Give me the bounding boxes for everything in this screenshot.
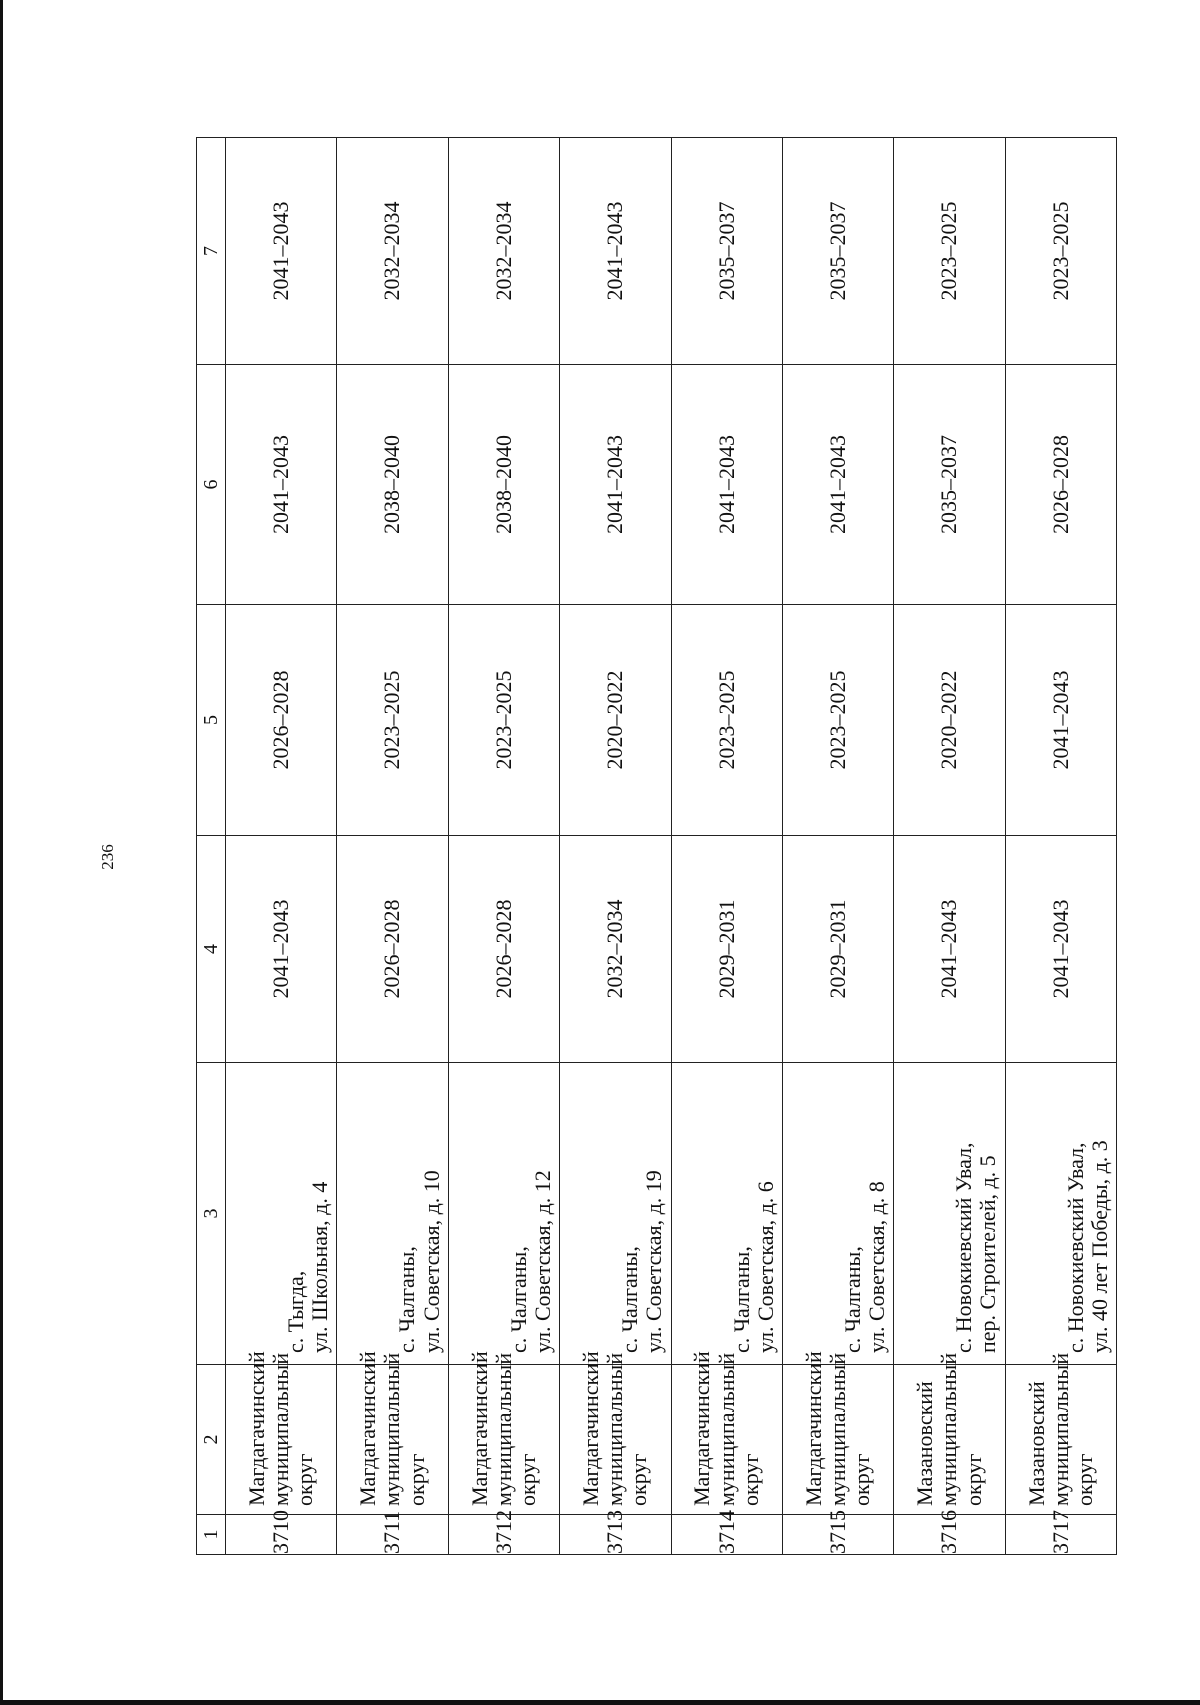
period-cell-c6: 2041–2043: [782, 365, 893, 605]
period-cell-c7: 2023–2025: [894, 138, 1005, 365]
period-cell-c6: 2038–2040: [337, 365, 448, 605]
district-line: Мазановский: [1023, 1381, 1049, 1506]
table-row: [671, 138, 782, 1555]
address-line: с. Чалганы,: [505, 1246, 531, 1353]
period-cell-c6: 2038–2040: [448, 365, 559, 605]
district-line: округ: [960, 1453, 986, 1506]
table-sheet: [196, 138, 1117, 1555]
period-cell-c4: 2026–2028: [337, 836, 448, 1063]
table-body: [226, 138, 1117, 1555]
district-cell: [894, 1352, 1005, 1515]
district-line: Магдагачинский: [355, 1351, 381, 1506]
address-line: ул. Советская, д. 8: [864, 1181, 890, 1353]
header-col-2: 2: [197, 1365, 226, 1515]
address-line: с. Чалганы,: [839, 1246, 865, 1353]
page-bottom-edge: [0, 1700, 1200, 1705]
district-cell: [226, 1351, 337, 1515]
table-row: [894, 138, 1005, 1555]
address-line: ул. Советская, д. 12: [529, 1170, 555, 1353]
district-cell: [448, 1351, 559, 1515]
period-cell-c5: 2023–2025: [782, 605, 893, 836]
table-row: [337, 138, 448, 1555]
address-line: с. Тыгда,: [283, 1270, 308, 1353]
district-line: Магдагачинский: [800, 1351, 826, 1506]
district-line: муниципальный: [824, 1352, 850, 1506]
period-cell-c5: 2020–2022: [560, 605, 671, 836]
period-cell-c6: 2041–2043: [671, 365, 782, 605]
period-cell-c5: 2026–2028: [226, 605, 337, 836]
header-col-1: 1: [197, 1515, 226, 1555]
page-left-edge: [0, 0, 3, 1705]
period-cell-c7: 2032–2034: [337, 138, 448, 365]
district-line: Магдагачинский: [243, 1351, 269, 1506]
period-cell-c4: 2032–2034: [560, 836, 671, 1063]
period-cell-c7: 2035–2037: [782, 138, 893, 365]
district-cell: [671, 1351, 782, 1515]
period-cell-c5: 2023–2025: [448, 605, 559, 836]
district-cell: [337, 1351, 448, 1515]
period-cell-c4: 2029–2031: [671, 836, 782, 1063]
row-number-cell: 3713: [560, 1515, 671, 1555]
district-line: округ: [849, 1453, 875, 1506]
address-line: с. Чалганы,: [728, 1246, 754, 1353]
period-cell-c5: 2023–2025: [671, 605, 782, 836]
rotated-table-container: [196, 138, 1117, 1555]
district-line: Мазановский: [912, 1381, 938, 1506]
address-cell: [226, 1063, 337, 1365]
district-line: округ: [626, 1453, 652, 1506]
table-row: [448, 138, 559, 1555]
district-line: округ: [292, 1453, 318, 1506]
district-line: округ: [737, 1453, 763, 1506]
period-cell-c4: 2041–2043: [1005, 836, 1116, 1063]
address-line: с. Чалганы,: [394, 1246, 420, 1353]
district-line: округ: [1071, 1453, 1097, 1506]
district-line: Магдагачинский: [466, 1351, 492, 1506]
address-cell: [671, 1063, 782, 1365]
district-line: муниципальный: [268, 1352, 294, 1506]
header-col-6: 6: [197, 365, 226, 605]
period-cell-c7: 2035–2037: [671, 138, 782, 365]
period-cell-c4: 2041–2043: [894, 836, 1005, 1063]
address-cell: [560, 1063, 671, 1365]
period-cell-c7: 2041–2043: [226, 138, 337, 365]
address-line: ул. Советская, д. 6: [752, 1181, 778, 1353]
period-cell-c4: 2026–2028: [448, 836, 559, 1063]
header-col-4: 4: [197, 836, 226, 1063]
table-row: [226, 138, 337, 1555]
address-cell: [894, 1063, 1005, 1365]
table-row: [560, 138, 671, 1555]
period-cell-c7: 2023–2025: [1005, 138, 1116, 365]
address-cell: [448, 1063, 559, 1365]
district-cell: [560, 1351, 671, 1515]
district-line: округ: [403, 1453, 429, 1506]
table-row: [1005, 138, 1116, 1555]
header-row: [197, 138, 226, 1555]
header-col-3: 3: [197, 1063, 226, 1365]
address-line: ул. 40 лет Победы, д. 3: [1086, 1140, 1112, 1353]
address-cell: [337, 1063, 448, 1365]
address-cell: [782, 1063, 893, 1365]
address-cell: [1005, 1063, 1116, 1365]
period-cell-c7: 2041–2043: [560, 138, 671, 365]
header-col-5: 5: [197, 605, 226, 836]
period-cell-c5: 2020–2022: [894, 605, 1005, 836]
table-row: [782, 138, 893, 1555]
row-number-cell: 3716: [894, 1515, 1005, 1555]
address-line: ул. Школьная, д. 4: [307, 1181, 333, 1353]
row-number-cell: 3711: [337, 1515, 448, 1555]
district-line: муниципальный: [1047, 1352, 1073, 1506]
period-cell-c4: 2029–2031: [782, 836, 893, 1063]
period-cell-c4: 2041–2043: [226, 836, 337, 1063]
district-cell: [1005, 1352, 1116, 1515]
address-line: с. Новокиевский Увал,: [951, 1142, 977, 1353]
period-cell-c7: 2032–2034: [448, 138, 559, 365]
address-line: ул. Советская, д. 19: [641, 1170, 667, 1353]
district-line: муниципальный: [490, 1352, 516, 1506]
page-number: 236: [98, 844, 117, 870]
district-line: муниципальный: [713, 1352, 739, 1506]
header-col-7: 7: [197, 138, 226, 365]
district-line: округ: [515, 1453, 541, 1506]
period-cell-c5: 2041–2043: [1005, 605, 1116, 836]
district-line: муниципальный: [379, 1352, 405, 1506]
address-line: пер. Строителей, д. 5: [975, 1155, 1001, 1353]
row-number-cell: 3715: [782, 1515, 893, 1555]
address-line: с. Чалганы,: [617, 1246, 643, 1353]
address-line: с. Новокиевский Увал,: [1062, 1142, 1088, 1353]
row-number-cell: 3714: [671, 1515, 782, 1555]
address-line: ул. Советская, д. 10: [418, 1170, 444, 1353]
period-cell-c6: 2041–2043: [226, 365, 337, 605]
period-cell-c6: 2035–2037: [894, 365, 1005, 605]
row-number-cell: 3710: [226, 1515, 337, 1555]
period-cell-c6: 2026–2028: [1005, 365, 1116, 605]
district-line: муниципальный: [936, 1352, 962, 1506]
row-number-cell: 3717: [1005, 1515, 1116, 1555]
row-number-cell: 3712: [448, 1515, 559, 1555]
district-line: Магдагачинский: [578, 1351, 604, 1506]
period-cell-c6: 2041–2043: [560, 365, 671, 605]
data-table: [196, 137, 1117, 1555]
district-line: муниципальный: [602, 1352, 628, 1506]
district-cell: [782, 1351, 893, 1515]
district-line: Магдагачинский: [689, 1351, 715, 1506]
period-cell-c5: 2023–2025: [337, 605, 448, 836]
